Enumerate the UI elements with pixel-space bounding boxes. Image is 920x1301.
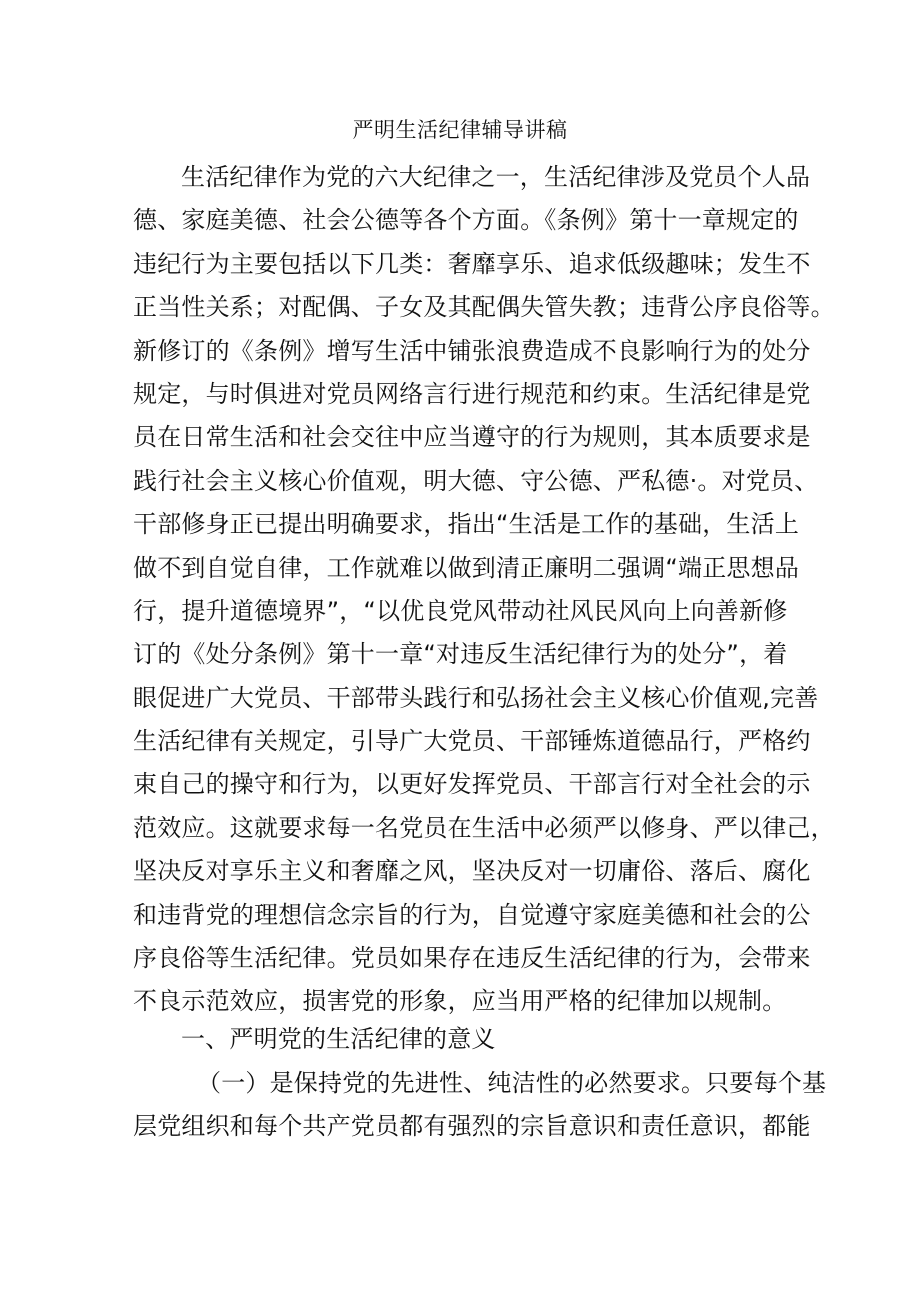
paragraph-section-1 [133, 1062, 827, 1149]
heading-text: 一、严明党的生活纪律的意义 [181, 1025, 496, 1053]
text-line: （一）是保持党的先进性、纯洁性的必然要求。只要每个基 [197, 1069, 827, 1097]
text-line: 生活纪律作为党的六大纪律之一，生活纪律涉及党员个人品 [181, 163, 811, 191]
text-line: 德、家庭美德、社会公德等各个方面。《条例》第十一章规定的 [133, 206, 799, 235]
section-heading [133, 1018, 793, 1061]
text-line: 束自己的操守和行为，以更好发挥党员、干部言行对全社会的示 [133, 770, 811, 799]
text-line: 不良示范效应，损害党的形象，应当用严格的纪律加以规制。 [133, 987, 787, 1016]
text-line: 正当性关系；对配偶、子女及其配偶失管失教；违背公序良俗等。 [133, 293, 835, 322]
text-line: 行，提升道德境界”，“以优良党风带动社风民风向上向善新修 [133, 596, 788, 625]
text-line: 和违背党的理想信念宗旨的行为，自觉遵守家庭美德和社会的公 [133, 900, 811, 929]
paragraph-intro [133, 156, 835, 1024]
text-line: 干部修身正已提出明确要求，指出“生活是工作的基础，生活上 [133, 510, 800, 539]
text-line: 新修订的《条例》增写生活中铺张浪费造成不良影响行为的处分 [133, 336, 811, 365]
text-line: 生活纪律有关规定，引导广大党员、干部锤炼道德品行，严格约 [133, 727, 811, 756]
text-line: 规定，与时俱进对党员网络言行进行规范和约束。生活纪律是党 [133, 379, 811, 408]
text-line: 层党组织和每个共产党员都有强烈的宗旨意识和责任意识，都能 [133, 1112, 811, 1141]
text-line: 坚决反对享乐主义和奢靡之风，坚决反对一切庸俗、落后、腐化 [133, 857, 811, 886]
text-line: 眼促进广大党员、干部带头践行和弘扬社会主义核心价值观,完善 [133, 683, 819, 712]
text-line: 员在日常生活和社会交往中应当遵守的行为规则，其本质要求是 [133, 423, 811, 452]
document-title: 严明生活纪律辅导讲稿 [352, 118, 568, 142]
text-line: 序良俗等生活纪律。党员如果存在违反生活纪律的行为，会带来 [133, 944, 811, 973]
text-line: 订的《处分条例》第十一章“对违反生活纪律行为的处分”，着 [133, 640, 788, 669]
text-line: 践行社会主义核心价值观，明大德、守公德、严私德·。对党员、 [133, 466, 819, 495]
text-line: 范效应。这就要求每一名党员在生活中必须严以修身、严以律己， [133, 813, 835, 842]
text-line: 做不到自觉自律，工作就难以做到清正廉明二强调“端正思想品 [133, 553, 800, 582]
text-line: 违纪行为主要包括以下几类：奢靡享乐、追求低级趣味；发生不 [133, 249, 811, 278]
